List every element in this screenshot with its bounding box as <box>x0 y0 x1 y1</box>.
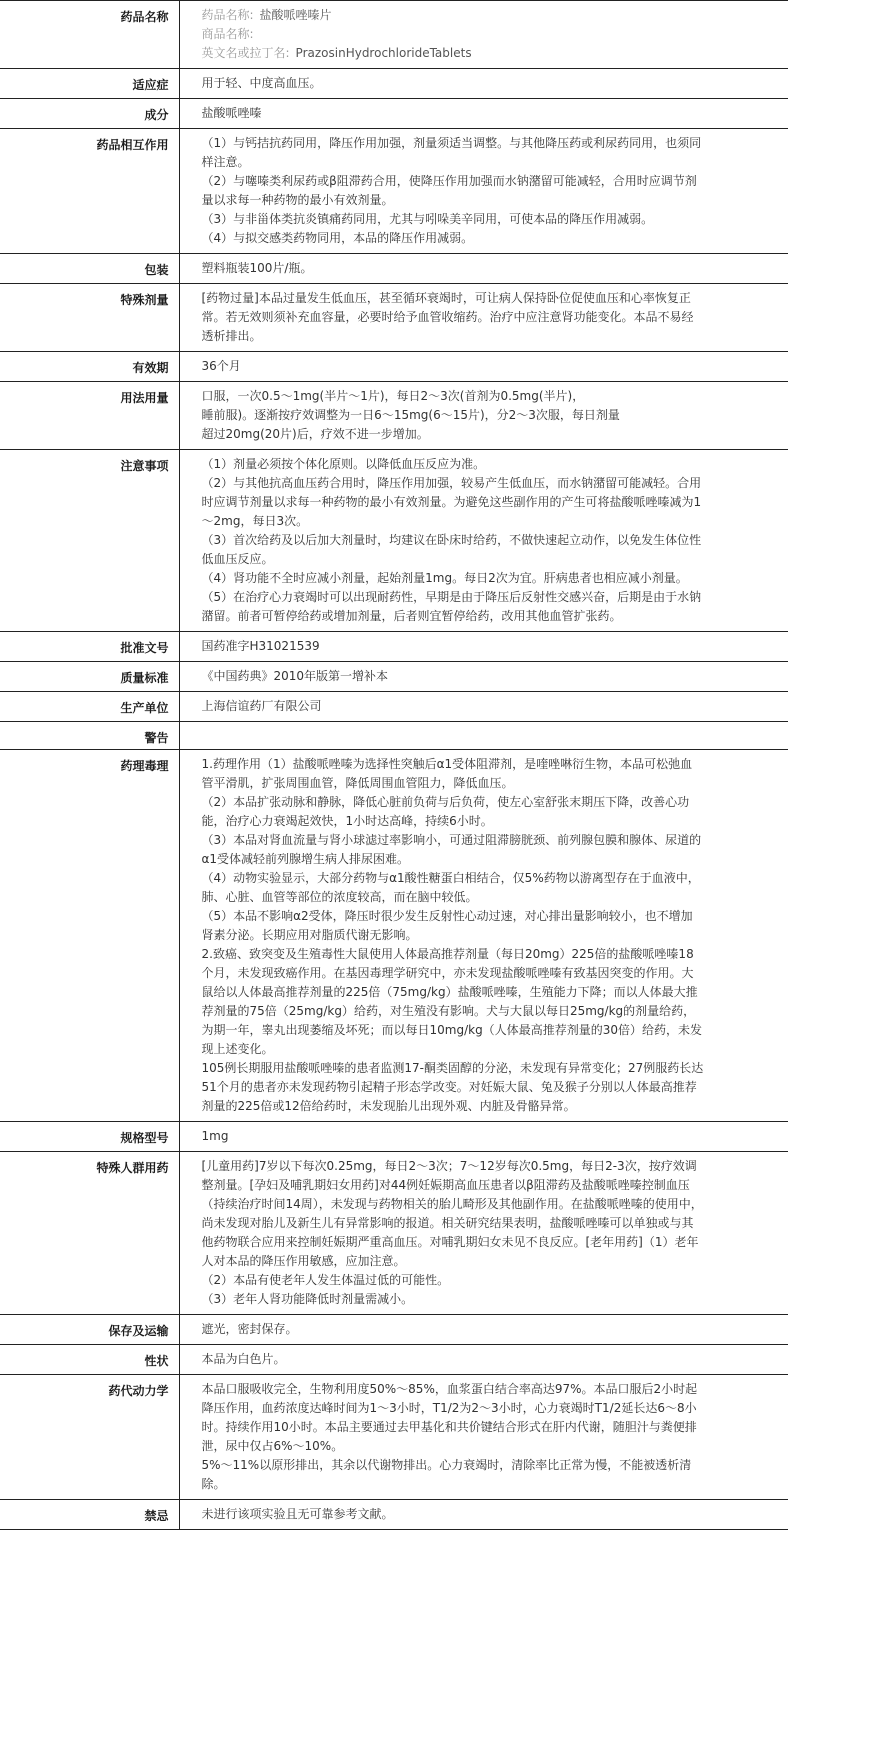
value-line: 36个月 <box>201 359 241 373</box>
row-storage <box>0 1315 788 1345</box>
row-interactions <box>0 129 788 254</box>
row-label: 批准文号 <box>0 632 179 662</box>
value-line: 5%～11%以原形排出，其余以代谢物排出。心力衰竭时，清除率比正常为慢，不能被透析清除。 <box>201 1458 692 1491</box>
value-line: 国药准字H31021539 <box>201 639 320 653</box>
row-quality-standard <box>0 662 788 692</box>
row-appearance <box>0 1345 788 1375</box>
row-indications <box>0 69 788 99</box>
value-line: （2）与噻嗪类利尿药或β阻滞药合用，使降压作用加强而水钠潴留可能减轻，合用时应调节剂量以求每一种药物的最小有效剂量。 <box>201 174 697 207</box>
row-value <box>179 1375 788 1500</box>
row-shelf-life <box>0 352 788 382</box>
value-line: （2）与其他抗高血压药合用时，降压作用加强，较易产生低血压，而水钠潴留可能减轻。合用时应调节剂量以求每一种药物的最小有效剂量。为避免这些副作用的产生可将盐酸哌唑嗪减为1～2mg，每日3次。 <box>201 476 702 528</box>
row-value <box>179 129 788 254</box>
row-value <box>179 1122 788 1152</box>
row-value <box>179 1345 788 1375</box>
row-special-populations <box>0 1152 788 1315</box>
row-label: 适应症 <box>0 69 179 99</box>
row-special-dosage <box>0 284 788 352</box>
value-line: 遮光，密封保存。 <box>201 1322 298 1336</box>
row-value <box>179 692 788 722</box>
row-label: 用法用量 <box>0 382 179 450</box>
value-line: （5）在治疗心力衰竭时可以出现耐药性，早期是由于降压后反射性交感兴奋，后期是由于水钠潴留。前者可暂停给药或增加剂量，后者则宜暂停给药，改用其他血管扩张药。 <box>201 590 702 623</box>
english-name-key: 英文名或拉丁名: <box>201 46 290 60</box>
row-value <box>179 69 788 99</box>
row-pharmacokinetics <box>0 1375 788 1500</box>
row-ingredients <box>0 99 788 129</box>
row-value <box>179 254 788 284</box>
row-warning <box>0 722 788 750</box>
row-label: 注意事项 <box>0 450 179 632</box>
row-pharmacology <box>0 750 788 1122</box>
english-name-line <box>202 44 705 63</box>
row-manufacturer <box>0 692 788 722</box>
value-line: [药物过量]本品过量发生低血压，甚至循环衰竭时，可让病人保持卧位促使血压和心率恢复正常。若无效则须补充血容量，必要时给予血管收缩药。治疗中应注意肾功能变化。本品不易经透析排出。 <box>201 291 694 343</box>
value-line: （1）与钙拮抗药同用，降压作用加强，剂量须适当调整。与其他降压药或利尿药同用，也须同样注意。 <box>201 136 702 169</box>
row-label: 特殊人群用药 <box>0 1152 179 1315</box>
row-label: 质量标准 <box>0 662 179 692</box>
generic-name-value: 盐酸哌唑嗪片 <box>259 8 332 22</box>
row-usage-dosage <box>0 382 788 450</box>
row-label: 保存及运输 <box>0 1315 179 1345</box>
row-value <box>179 284 788 352</box>
value-line: 《中国药典》2010年版第一增补本 <box>201 669 389 683</box>
row-label: 包装 <box>0 254 179 284</box>
row-label: 成分 <box>0 99 179 129</box>
trade-name-line <box>202 25 705 44</box>
row-label: 禁忌 <box>0 1500 179 1530</box>
value-line: 上海信谊药厂有限公司 <box>201 699 322 713</box>
row-value <box>179 1500 788 1530</box>
value-line: （4）肾功能不全时应减小剂量，起始剂量1mg。每日2次为宜。肝病患者也相应减小剂量。 <box>201 571 688 585</box>
generic-name-line <box>202 6 705 25</box>
value-line: （2）本品扩张动脉和静脉，降低心脏前负荷与后负荷，使左心室舒张末期压下降，改善心功能，治疗心力衰竭起效快，1小时达高峰，持续6小时。 <box>201 795 690 828</box>
value-line: 2.致癌、致突变及生殖毒性大鼠使用人体最高推荐剂量（每日20mg）225倍的盐酸哌唑嗪18个月，未发现致癌作用。在基因毒理学研究中，亦未发现盐酸哌唑嗪有致基因突变的作用。大鼠给以人体最高推荐剂量的225倍（75mg/kg）盐酸哌唑嗪，生殖能力下降；而以人体最大推荐剂量的75倍（25mg/kg）给药，对生殖没有影响。犬与大鼠以每日25mg/kg的剂量给药，为期一年，睾丸出现萎缩及坏死；而以每日10mg/kg（人体最高推荐剂量的30倍）给药，未发现上述变化。 <box>201 947 702 1056</box>
row-package <box>0 254 788 284</box>
value-line: 盐酸哌唑嗪 <box>201 106 262 120</box>
value-line: 1.药理作用（1）盐酸哌唑嗪为选择性突触后α1受体阻滞剂，是喹唑啉衍生物，本品可松弛血管平滑肌，扩张周围血管，降低周围血管阻力，降低血压。 <box>201 757 693 790</box>
value-line: [儿童用药]7岁以下每次0.25mg，每日2～3次；7～12岁每次0.5mg，每日2-3次，按疗效调整剂量。[孕妇及哺乳期妇女用药]对44例妊娠期高血压患者以β阻滞药及盐酸哌唑嗪控制血压（持续治疗时间14周），未发现与药物相关的胎儿畸形及其他副作用。在盐酸哌唑嗪的使用中，尚未发现对胎儿及新生儿有异常影响的报道。相关研究结果表明，盐酸哌唑嗪可以单独或与其他药物联合应用来控制妊娠期严重高血压。对哺乳期妇女未见不良反应。[老年用药]（1）老年人对本品的降压作用敏感，应加注意。 <box>201 1159 703 1268</box>
row-approval-number <box>0 632 788 662</box>
row-value <box>179 750 788 1122</box>
row-value <box>179 450 788 632</box>
row-value <box>179 662 788 692</box>
value-line: （3）与非甾体类抗炎镇痛药同用，尤其与吲哚美辛同用，可使本品的降压作用减弱。 <box>201 212 654 226</box>
value-line: 睡前服)。逐渐按疗效调整为一日6～15mg(6～15片)，分2～3次服，每日剂量 <box>201 408 620 422</box>
row-value <box>179 352 788 382</box>
row-label: 生产单位 <box>0 692 179 722</box>
row-value <box>179 632 788 662</box>
value-line: （3）本品对肾血流量与肾小球滤过率影响小，可通过阻滞膀胱颈、前列腺包膜和腺体、尿道的α1受体减轻前列腺增生病人排尿困难。 <box>201 833 702 866</box>
value-line: 本品口服吸收完全，生物利用度50%～85%，血浆蛋白结合率高达97%。本品口服后2小时起降压作用，血药浓度达峰时间为1～3小时，T1/2为2～3小时，心力衰竭时T1/2延长达6～8小时。持续作用10小时。本品主要通过去甲基化和共价键结合形式在肝内代谢，随胆汁与粪便排泄，尿中仅占6%～10%。 <box>201 1382 698 1453</box>
value-line: 本品为白色片。 <box>201 1352 286 1366</box>
value-line: （5）本品不影响α2受体，降压时很少发生反射性心动过速，对心排出量影响较小，也不增加肾素分泌。长期应用对脂质代谢无影响。 <box>201 909 693 942</box>
value-line: 105例长期服用盐酸哌唑嗪的患者监测17-酮类固醇的分泌，未发现有异常变化；27例服药长达51个月的患者亦未发现药物引起精子形态学改变。对妊娠大鼠、兔及猴子分别以人体最高推荐剂量的225倍或12倍给药时，未发现胎儿出现外观、内脏及骨骼异常。 <box>201 1061 704 1113</box>
row-specification <box>0 1122 788 1152</box>
row-label: 规格型号 <box>0 1122 179 1152</box>
name-block <box>179 1 788 69</box>
row-value <box>179 722 788 750</box>
english-name-value: PrazosinHydrochlorideTablets <box>295 46 472 60</box>
trade-name-key: 商品名称: <box>201 27 254 41</box>
row-value <box>179 99 788 129</box>
row-drug-name <box>0 1 788 69</box>
row-label: 药品名称 <box>0 1 179 69</box>
row-label: 特殊剂量 <box>0 284 179 352</box>
value-line: 口服，一次0.5～1mg(半片～1片)，每日2～3次(首剂为0.5mg(半片)， <box>201 389 585 403</box>
row-value <box>179 1315 788 1345</box>
row-label: 药代动力学 <box>0 1375 179 1500</box>
value-line: 未进行该项实验且无可靠参考文献。 <box>201 1507 394 1521</box>
value-line: 超过20mg(20片)后，疗效不进一步增加。 <box>201 427 429 441</box>
value-line: 用于轻、中度高血压。 <box>201 76 322 90</box>
row-label: 警告 <box>0 722 179 750</box>
row-label: 药品相互作用 <box>0 129 179 254</box>
row-label: 有效期 <box>0 352 179 382</box>
row-label: 药理毒理 <box>0 750 179 1122</box>
value-line: （4）与拟交感类药物同用，本品的降压作用减弱。 <box>201 231 474 245</box>
value-line: （3）老年人肾功能降低时剂量需减小。 <box>201 1292 414 1306</box>
row-value <box>179 382 788 450</box>
row-precautions <box>0 450 788 632</box>
row-label: 性状 <box>0 1345 179 1375</box>
value-line: （1）剂量必须按个体化原则。以降低血压反应为准。 <box>201 457 486 471</box>
value-line: 塑料瓶装100片/瓶。 <box>201 261 313 275</box>
row-contraindications <box>0 1500 788 1530</box>
value-line: （2）本品有使老年人发生体温过低的可能性。 <box>201 1273 450 1287</box>
value-line: 1mg <box>201 1129 229 1143</box>
generic-name-key: 药品名称: <box>201 8 254 22</box>
value-line: （3）首次给药及以后加大剂量时，均建议在卧床时给药，不做快速起立动作，以免发生体位性低血压反应。 <box>201 533 702 566</box>
row-value <box>179 1152 788 1315</box>
value-line: （4）动物实验显示，大部分药物与α1酸性糖蛋白相结合，仅5%药物以游离型存在于血液中，肺、心脏、血管等部位的浓度较高，而在脑中较低。 <box>201 871 700 904</box>
